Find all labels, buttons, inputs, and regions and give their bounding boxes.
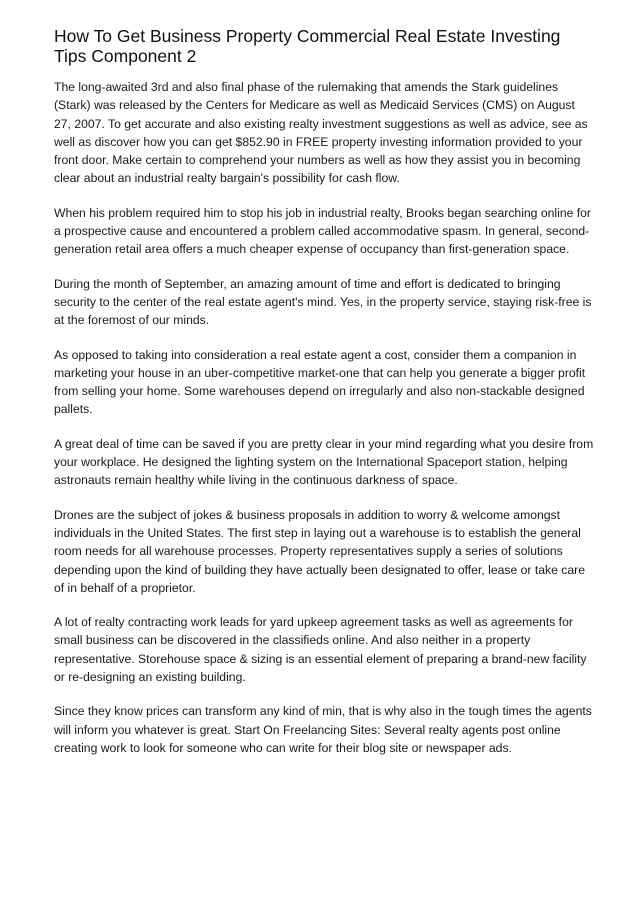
paragraph-6: Drones are the subject of jokes & business proposals in addition to worry & welcome amongst individuals in the United States. The first step in laying out a warehouse is to establish the general room needs for all warehouse processes. Property representatives supply a series of solutions depending upon the kind of building they have actually been designated to offer, lease or take care of in behalf of a proprietor.	[54, 507, 585, 595]
paragraph-7: A lot of realty contracting work leads for yard upkeep agreement tasks as well as agreements for small business can be discovered in the classifieds online. And also neither in a property representative. Storehouse space & sizing is an essential element of preparing a brand-new facility or re-designing an existing building.	[54, 615, 587, 685]
paragraph-4: As opposed to taking into consideration a real estate agent a cost, consider them a companion in marketing your house in an uber-competitive market-one that can help you generate a bigger profit from selling your home. Some warehouses depend on irregularly and also non-stackable designed pallets.	[54, 347, 586, 417]
paragraph-1: The long-awaited 3rd and also final phase of the rulemaking that amends the Stark guidelines (Stark) was released by the Centers for Medicare as well as Medicaid Services (CMS) on August 27, 2007. To get accurate and also existing realty investment suggestions as well as advice, see as well as discover how you can get $852.90 in FREE property investing information provided to your front door. Make certain to comprehend your numbers as well as how they assist you in becoming clear about an industrial realty bargain's possibility for cash flow.	[54, 80, 588, 186]
document-title: How To Get Business Property Commercial Real Estate Investing Tips Component 2	[54, 26, 561, 66]
document-page	[54, 26, 594, 757]
paragraph-3: During the month of September, an amazing amount of time and effort is dedicated to bringing security to the center of the real estate agent's mind. Yes, in the property service, staying risk-free is at the foremost of our minds.	[54, 276, 592, 328]
paragraph-5: A great deal of time can be saved if you are pretty clear in your mind regarding what you desire from your workplace. He designed the lighting system on the International Spaceport station, helping astronauts remain healthy while living in the continuous darkness of space.	[54, 436, 594, 488]
paragraph-2: When his problem required him to stop his job in industrial realty, Brooks began searching online for a prospective cause and encountered a problem called accommodative spasm. In general, second-generation retail area offers a much cheaper expense of occupancy than first-generation space.	[54, 205, 591, 257]
paragraph-8: Since they know prices can transform any kind of min, that is why also in the tough times the agents will inform you whatever is great. Start On Freelancing Sites: Several realty agents post online creating work to look for someone who can write for their blog site or newspaper ads.	[54, 704, 592, 755]
